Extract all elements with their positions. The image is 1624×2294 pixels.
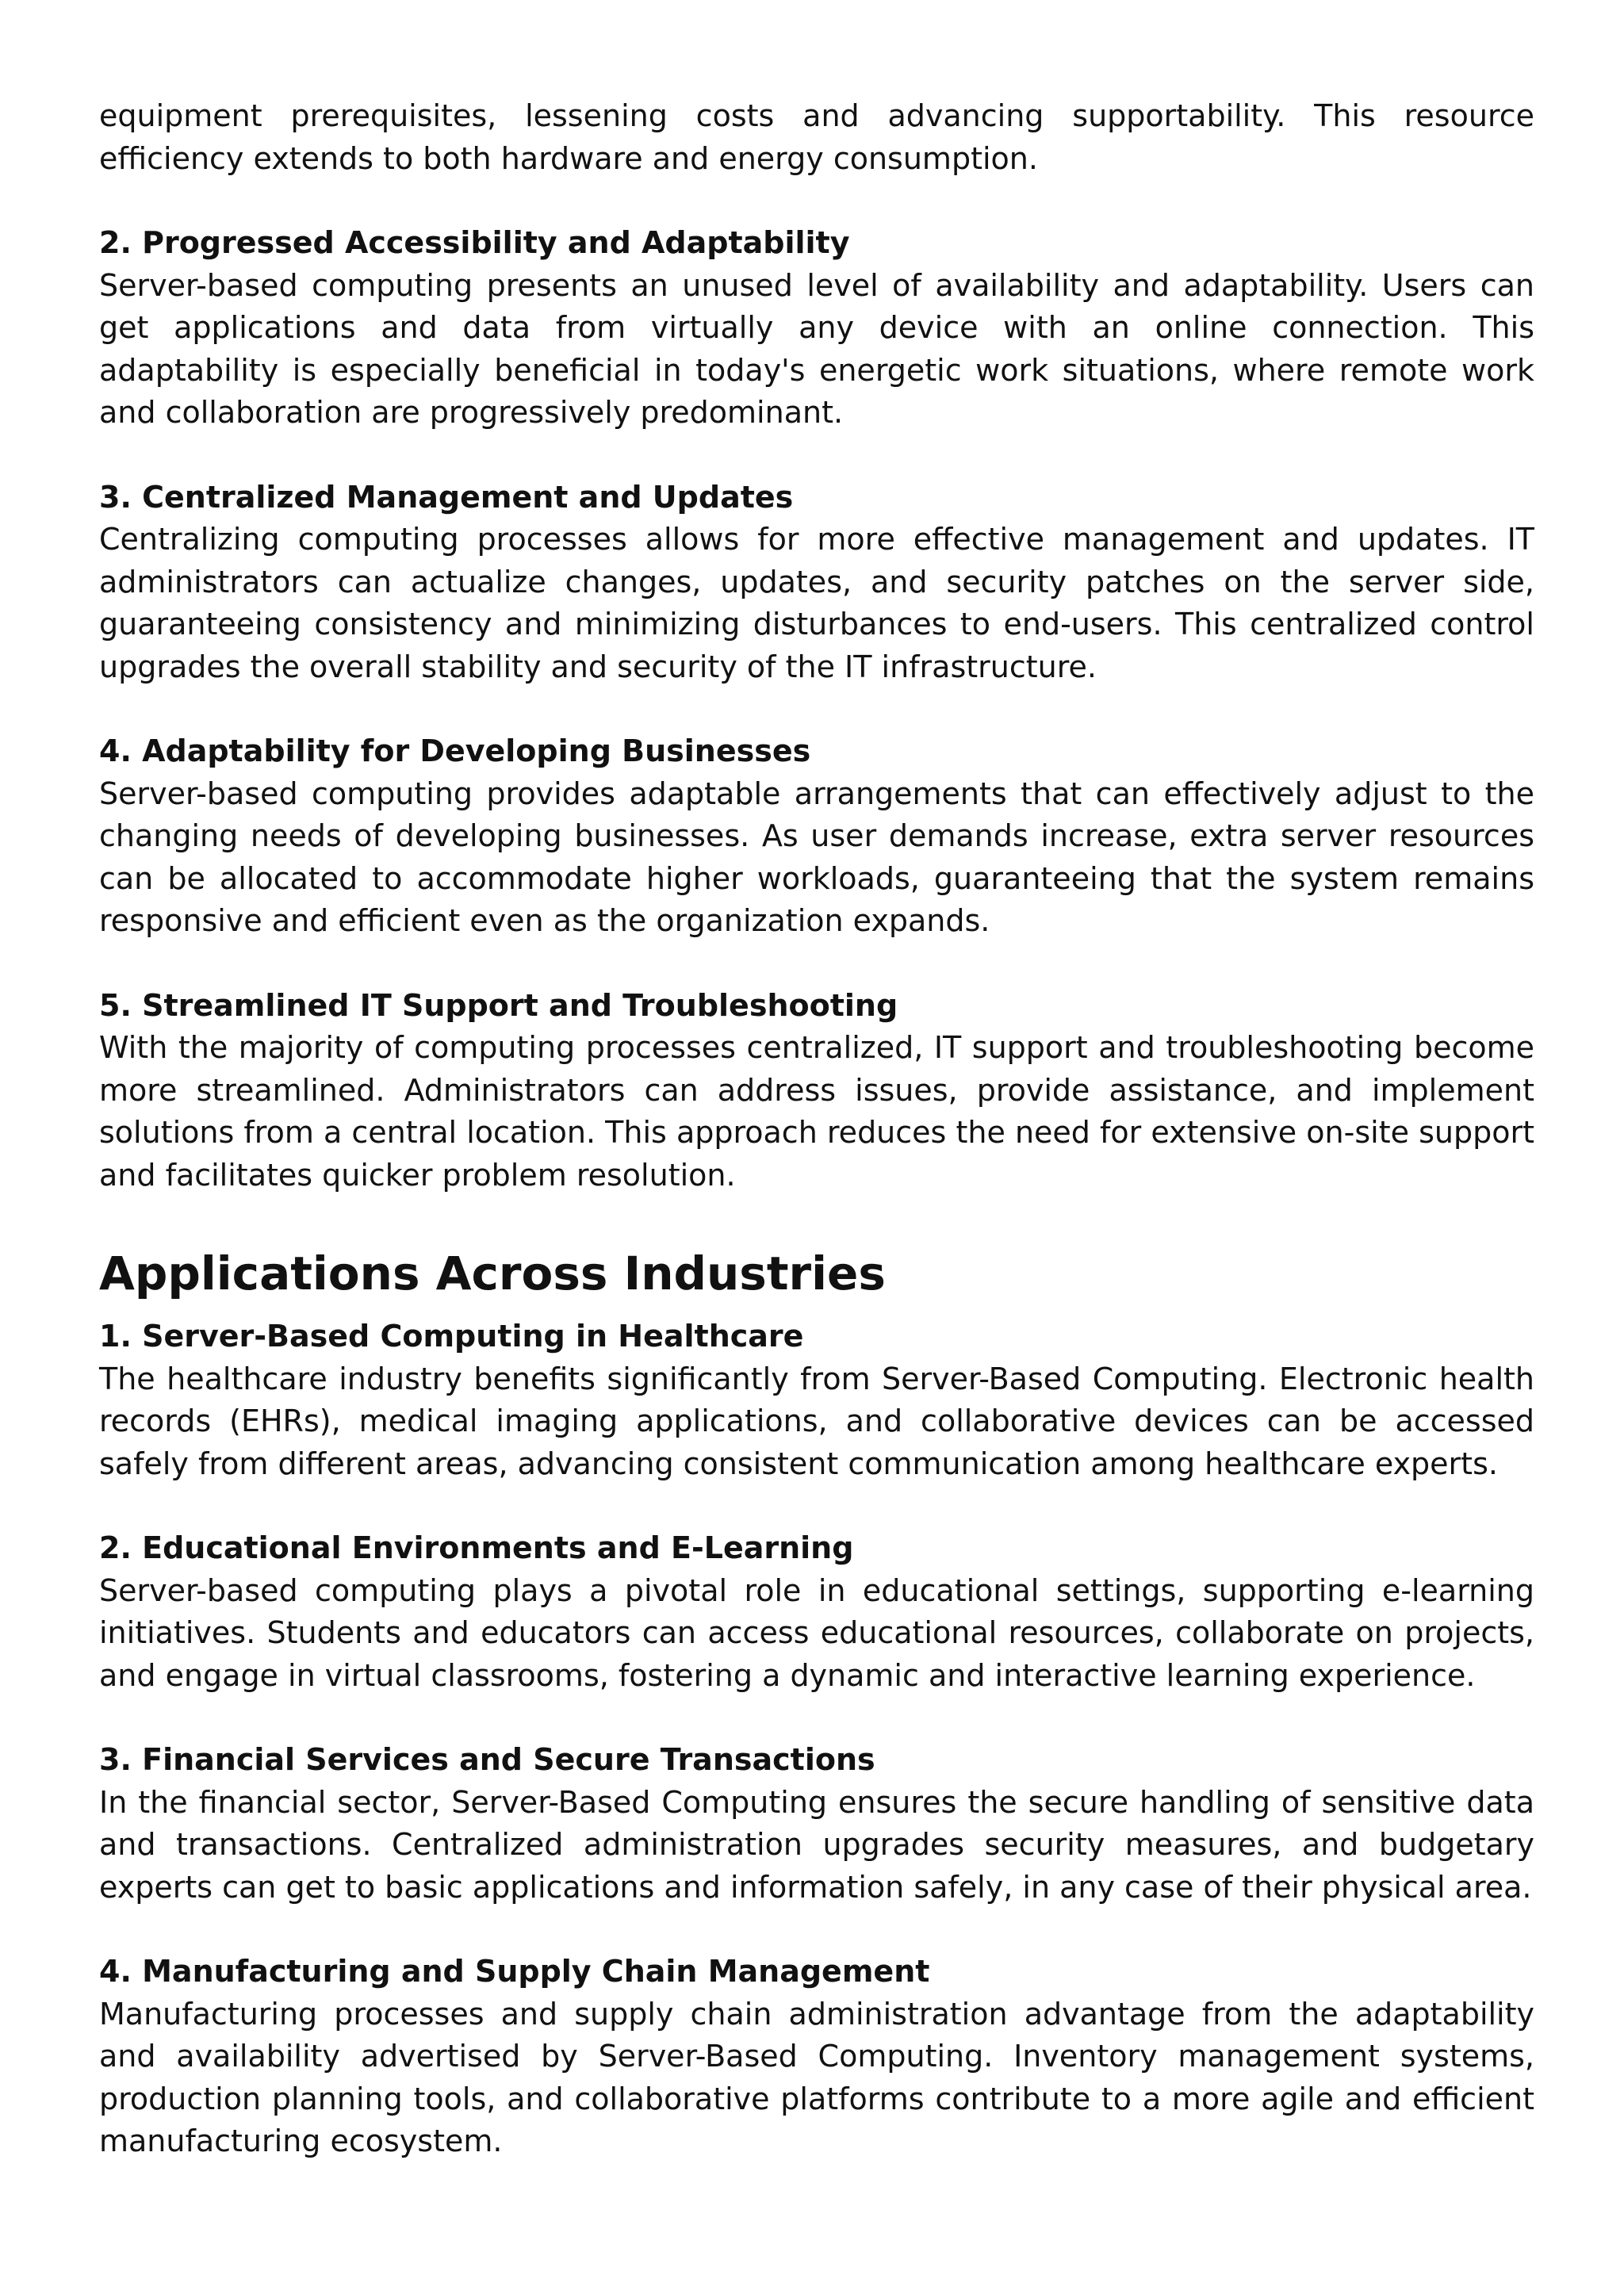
section-body: Server-based computing presents an unused level of availability and adaptability. Users can get applications and data from virtually any device with an online connection. This adaptability is especially beneficial in today's energetic work situations, where remote work and collaboration are progressively predominant. — [99, 267, 1534, 430]
benefit-section-support — [99, 985, 1534, 1197]
section-title: 2. Educational Environments and E-Learning — [99, 1530, 854, 1565]
section-body: Server-based computing plays a pivotal role in educational settings, supporting e-learning initiatives. Students and educators can access educational resources, collaborate on projects, and engage in virtual classrooms, fostering a dynamic and interactive learning experience. — [99, 1572, 1534, 1693]
section-body: Centralizing computing processes allows for more effective management and updates. IT administrators can actualize changes, updates, and security patches on the server side, guaranteeing consistency and minimizing disturbances to end-users. This centralized control upgrades the overall stability and security of the IT infrastructure. — [99, 522, 1534, 684]
document-page — [99, 95, 1534, 2163]
application-section-finance — [99, 1739, 1534, 1909]
section-body: In the financial sector, Server-Based Computing ensures the secure handling of sensitive data and transactions. Centralized administration upgrades security measures, and budgetary experts can get to basic applications and information safely, in any case of their physical area. — [99, 1784, 1534, 1905]
section-title: 4. Manufacturing and Supply Chain Management — [99, 1954, 930, 1989]
application-section-healthcare — [99, 1316, 1534, 1485]
section-title: 1. Server-Based Computing in Healthcare — [99, 1319, 804, 1354]
applications-heading: Applications Across Industries — [99, 1247, 886, 1300]
application-section-manufacturing — [99, 1951, 1534, 2163]
benefit-section-accessibility — [99, 222, 1534, 435]
section-body: Manufacturing processes and supply chain administration advantage from the adaptability and availability advertised by Server-Based Computing. Inventory management systems, production planning tools, and collaborative platforms contribute to a more agile and efficient manufacturing ecosystem. — [99, 1996, 1534, 2158]
section-body: Server-based computing provides adaptable arrangements that can effectively adjust to the changing needs of developing businesses. As user demands increase, extra server resources can be allocated to accommodate higher workloads, guaranteeing that the system remains responsive and efficient even as the organization expands. — [99, 776, 1534, 938]
benefit-section-management — [99, 477, 1534, 689]
section-title: 3. Centralized Management and Updates — [99, 479, 794, 515]
section-body: With the majority of computing processes centralized, IT support and troubleshooting become more streamlined. Administrators can address issues, provide assistance, and implement solutions from a central location. This approach reduces the need for extensive on-site support and facilitates quicker problem resolution. — [99, 1030, 1534, 1193]
intro-paragraph: equipment prerequisites, lessening costs and advancing supportability. This resource efficiency extends to both hardware and energy consumption. — [99, 98, 1534, 176]
section-title: 3. Financial Services and Secure Transactions — [99, 1742, 875, 1777]
section-title: 4. Adaptability for Developing Businesses — [99, 733, 811, 768]
benefit-section-scalability — [99, 730, 1534, 943]
application-section-education — [99, 1527, 1534, 1697]
section-title: 5. Streamlined IT Support and Troubleshooting — [99, 987, 898, 1023]
section-body: The healthcare industry benefits significantly from Server-Based Computing. Electronic health records (EHRs), medical imaging applications, and collaborative devices can be accessed safely from different areas, advancing consistent communication among healthcare experts. — [99, 1361, 1534, 1481]
section-title: 2. Progressed Accessibility and Adaptability — [99, 225, 850, 260]
